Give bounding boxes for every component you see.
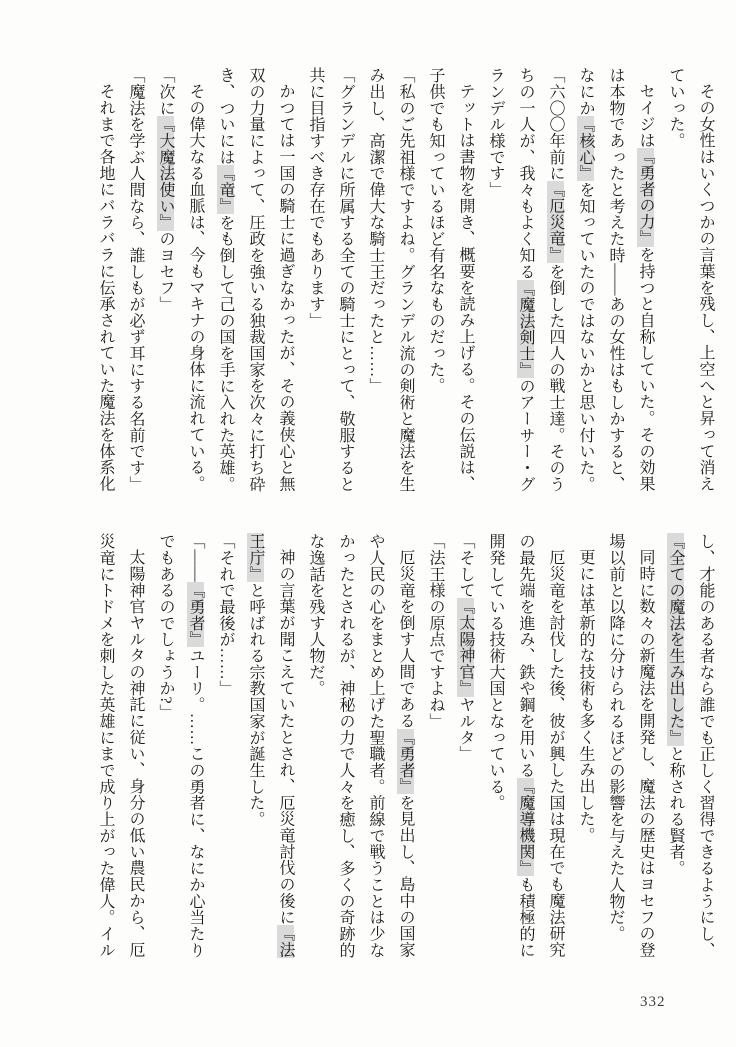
text-line	[120, 67, 150, 497]
text-segment: と呼ばれる宗教国家が誕生した。	[247, 582, 264, 828]
text-line	[240, 67, 270, 497]
text-block-upper	[88, 67, 720, 497]
text-line	[690, 67, 720, 497]
text-segment: と称される賢者。	[667, 745, 684, 877]
text-line	[600, 67, 630, 497]
text-line	[210, 533, 240, 963]
text-segment: ヤルタ」	[457, 696, 474, 762]
text-line	[660, 533, 690, 963]
text-segment: 「――	[187, 533, 204, 583]
highlighted-term: 王庁』	[247, 533, 264, 583]
text-line	[240, 533, 270, 963]
text-segment: 双の力量によって、圧政を強いる独裁国家を次々に打ち砕	[247, 67, 264, 493]
text-line	[390, 533, 420, 963]
text-segment: かつては一国の騎士に過ぎなかったが、その義侠心と無	[277, 83, 294, 492]
text-line	[570, 533, 600, 963]
text-segment: 「法王様の原点ですよね」	[427, 533, 444, 730]
highlighted-term: 『勇者』	[397, 728, 414, 795]
text-segment: や人民の心をまとめ上げた聖職者。前線で戦うことは少な	[367, 533, 384, 959]
text-segment: 開発している技術大国となっている。	[487, 533, 504, 811]
highlighted-term: 『魔法剣士』	[517, 279, 534, 378]
text-segment: 神の言葉が聞こえていたとされ、厄災竜討伐の後に	[277, 549, 294, 926]
highlighted-term: 『太陽神官』	[457, 598, 474, 697]
text-line	[180, 533, 210, 963]
text-segment: な逸話を残す人物だ。	[307, 533, 324, 697]
text-line	[480, 67, 510, 497]
text-line	[540, 67, 570, 497]
text-line	[660, 67, 690, 497]
text-line	[390, 67, 420, 497]
text-segment: かったとされるが、神秘の力で人々を癒し、多くの奇跡的	[337, 533, 354, 959]
text-segment: 共に目指すべき存在でもあります」	[307, 67, 324, 329]
text-segment: なにか	[577, 67, 594, 117]
text-block-lower	[88, 533, 720, 963]
text-segment: 「魔法を学ぶ人間なら、誰しもが必ず耳にする名前です」	[127, 67, 144, 493]
text-segment: み出し、高潔で偉大な騎士王だったと……」	[367, 67, 384, 394]
highlighted-term: 『全ての魔法を生み出した』	[667, 533, 684, 746]
text-segment: 更には革新的な技術も多く生み出した。	[577, 549, 594, 844]
text-line	[330, 67, 360, 497]
text-line	[360, 67, 390, 497]
highlighted-term: 『法	[277, 925, 294, 958]
text-segment: は本物であったと考えた時――あの女性はもしかすると、	[607, 67, 624, 493]
text-segment: 「六〇〇年前に	[547, 67, 564, 182]
text-segment: その女性はいくつかの言葉を残し、上空へと昇って消え	[697, 83, 714, 492]
highlighted-term: 『大魔法使い』	[157, 116, 174, 231]
text-line	[270, 67, 300, 497]
text-segment: ちの一人が、我々もよく知る	[517, 67, 534, 280]
text-line	[330, 533, 360, 963]
text-segment: 子供でも知っているほど有名なものだった。	[427, 67, 444, 394]
text-segment: も積極的に	[517, 876, 534, 959]
text-line	[210, 67, 240, 497]
text-segment: セイジは	[637, 83, 654, 149]
text-segment: 「グランデルに所属する全ての騎士にとって、敬服すると	[337, 67, 354, 493]
text-line	[450, 533, 480, 963]
text-segment: 「私のご先祖様ですよね。グランデル流の剣術と魔法を生	[397, 67, 414, 493]
text-segment: を倒した四人の戦士達。そのう	[547, 263, 564, 493]
text-segment: き、ついには	[217, 67, 234, 166]
text-line	[540, 533, 570, 963]
text-line	[270, 533, 300, 963]
text-line	[630, 533, 660, 963]
highlighted-term: 『魔導機関』	[517, 778, 534, 877]
text-segment: ユーリ。……この勇者に、なにか心当たり	[187, 647, 204, 959]
text-line	[600, 533, 630, 963]
highlighted-term: 『竜』	[217, 165, 234, 215]
text-segment: 厄災竜を討伐した後、彼が興した国は現在でも魔法研究	[547, 549, 564, 958]
text-segment: でもあるのでしょうか?」	[157, 533, 174, 721]
text-line	[570, 67, 600, 497]
text-line	[510, 67, 540, 497]
text-line	[120, 533, 150, 963]
highlighted-term: 『厄災竜』	[547, 181, 564, 264]
text-segment: 太陽神官ヤルタの神託に従い、身分の低い農民から、厄	[127, 549, 144, 958]
text-line	[420, 67, 450, 497]
text-line	[420, 533, 450, 963]
text-segment: のヨセフ」	[157, 230, 174, 313]
text-segment: 厄災竜を倒す人間である	[397, 549, 414, 729]
text-segment: を持つと自称していた。その効果	[637, 246, 654, 492]
highlighted-term: 『勇者の力』	[637, 148, 654, 247]
highlighted-term: 『勇者』	[187, 582, 204, 648]
text-segment: 場以前と以降に分けられるほどの影響を与えた人物だ。	[607, 533, 624, 942]
text-line	[150, 67, 180, 497]
text-line	[630, 67, 660, 497]
text-segment: テットは書物を開き、概要を読み上げる。その伝説は、	[457, 83, 474, 492]
text-line	[690, 533, 720, 963]
text-line	[450, 67, 480, 497]
text-segment: その偉大なる血脈は、今もマキナの身体に流れている。	[187, 83, 204, 492]
text-line	[180, 67, 210, 497]
text-segment: 「そして	[457, 533, 474, 599]
page-number: 332	[640, 994, 666, 1010]
text-line	[300, 67, 330, 497]
text-line	[90, 67, 120, 497]
text-line	[150, 533, 180, 963]
text-segment: をも倒して己の国を手に入れた英雄。	[217, 214, 234, 493]
text-segment: を知っていたのではないかと思い付いた。	[577, 181, 594, 493]
text-line	[90, 533, 120, 963]
text-segment: の最先端を進み、鉄や鋼を用いる	[517, 533, 534, 779]
text-segment: 「次に	[157, 67, 174, 117]
text-segment: のアーサー・グ	[517, 377, 534, 493]
text-line	[510, 533, 540, 963]
text-line	[300, 533, 330, 963]
text-segment: 災竜にトドメを刺した英雄にまで成り上がった偉人。イル	[97, 533, 114, 959]
text-segment: 同時に数々の新魔法を開発し、魔法の歴史はヨセフの登	[637, 549, 654, 958]
text-segment: を見出し、島中の国家	[397, 794, 414, 958]
text-segment: し、才能のある者なら誰でも正しく習得できるようにし、	[697, 533, 714, 959]
highlighted-term: 『核心』	[577, 116, 594, 182]
text-segment: ランデル様です」	[487, 67, 504, 198]
text-segment: それまで各地にバラバラに伝承されていた魔法を体系化	[97, 83, 114, 492]
text-segment: ていった。	[667, 67, 684, 149]
text-segment: 「それで最後が……」	[217, 533, 234, 697]
text-line	[480, 533, 510, 963]
text-line	[360, 533, 390, 963]
